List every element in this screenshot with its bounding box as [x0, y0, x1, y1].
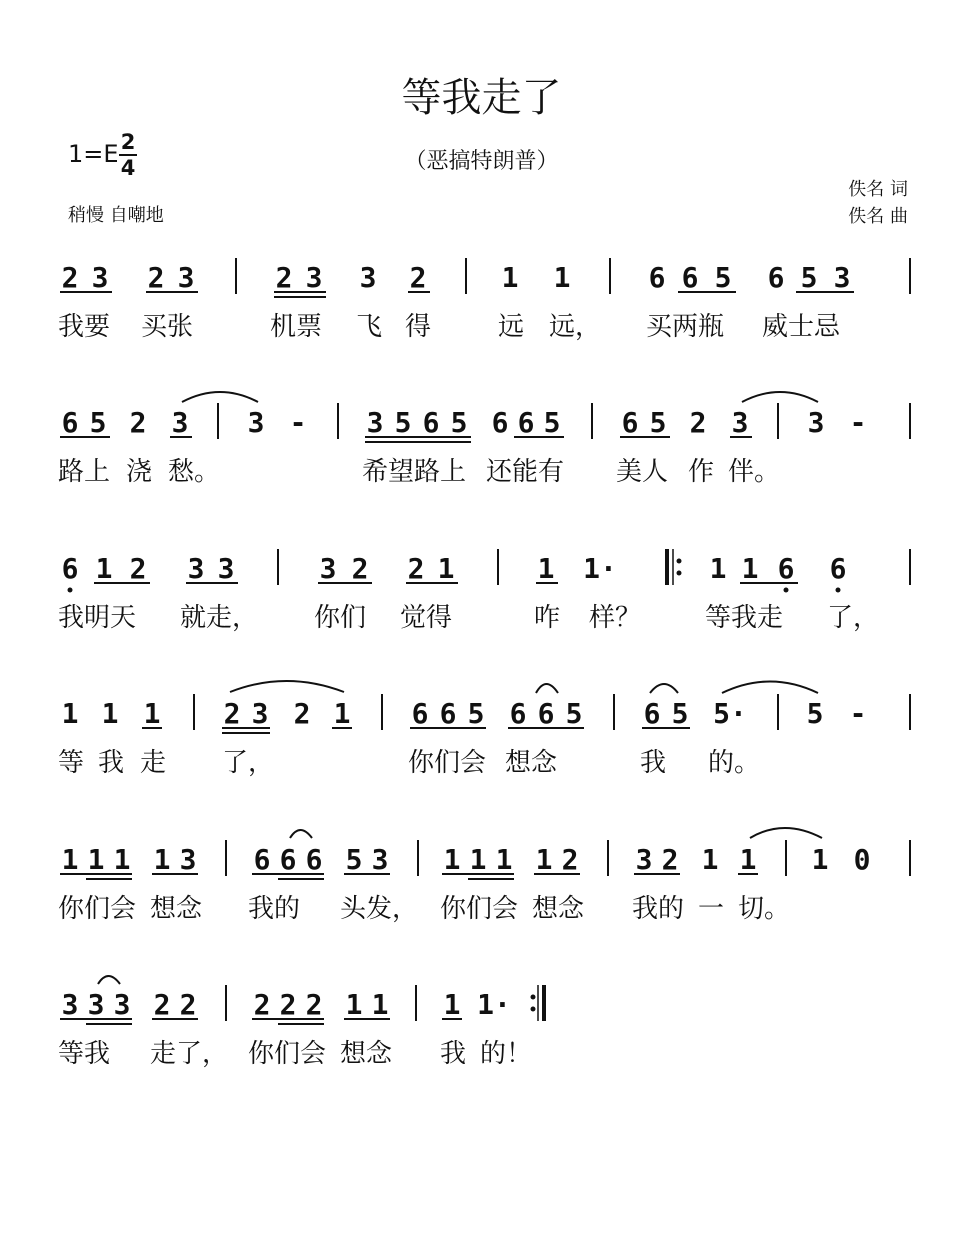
svg-text:2: 2: [275, 261, 293, 294]
lyric-word: 得: [405, 312, 432, 342]
lyric-word: 就走，: [180, 603, 259, 633]
lyric-word: 想念: [532, 894, 585, 924]
lyric-word: 你们会: [58, 894, 137, 924]
svg-text:6: 6: [767, 261, 785, 294]
lyrics-line-3: [0, 597, 963, 637]
lyric-word: 还能有: [486, 457, 565, 487]
svg-text:-: -: [849, 406, 867, 439]
svg-text:6: 6: [279, 843, 297, 876]
lyric-word: 等: [58, 748, 85, 778]
lyrics-line-1: [0, 306, 963, 346]
svg-text:6: 6: [305, 843, 323, 876]
svg-text:1: 1: [741, 552, 759, 585]
octave-dots-line-3: [68, 588, 841, 593]
svg-text:2: 2: [305, 988, 323, 1021]
lyric-word: 我: [440, 1039, 467, 1069]
svg-text:1: 1: [469, 843, 487, 876]
svg-text:5: 5: [89, 406, 107, 439]
svg-text:6: 6: [621, 406, 639, 439]
svg-text:1: 1: [143, 697, 161, 730]
svg-text:6: 6: [537, 697, 555, 730]
svg-text:1: 1: [61, 843, 79, 876]
lyric-word: 买张: [141, 312, 194, 342]
svg-text:6: 6: [681, 261, 699, 294]
svg-text:1: 1: [443, 988, 461, 1021]
staff-line-3: [62, 552, 847, 585]
lyric-word: 等我走: [705, 603, 784, 633]
lyric-word: 我的: [248, 894, 301, 924]
lyric-word: 路上: [58, 457, 111, 487]
lyric-word: 了，: [827, 603, 880, 633]
lyric-word: 你们会: [248, 1039, 327, 1069]
time-signature-top: 2: [120, 130, 136, 154]
lyric-word: 了，: [222, 748, 275, 778]
song-subtitle: （恶搞特朗普）: [404, 149, 559, 174]
svg-text:2: 2: [61, 261, 79, 294]
svg-text:1: 1: [535, 843, 553, 876]
svg-text:3: 3: [177, 261, 195, 294]
lyric-word: 伴。: [728, 457, 781, 487]
svg-text:6: 6: [777, 552, 795, 585]
svg-text:3: 3: [305, 261, 323, 294]
svg-text:2: 2: [561, 843, 579, 876]
staff-line-1: [62, 261, 851, 294]
svg-text:3: 3: [833, 261, 851, 294]
svg-text:1: 1: [153, 843, 171, 876]
svg-text:6: 6: [422, 406, 440, 439]
lyric-word: 的。: [708, 748, 761, 778]
svg-text:3: 3: [217, 552, 235, 585]
svg-text:2: 2: [409, 261, 427, 294]
svg-text:1·: 1·: [477, 988, 511, 1021]
lyric-word: 飞: [356, 312, 383, 342]
svg-text:3: 3: [319, 552, 337, 585]
svg-text:2: 2: [179, 988, 197, 1021]
svg-text:1: 1: [709, 552, 727, 585]
svg-text:2: 2: [661, 843, 679, 876]
svg-text:5: 5: [649, 406, 667, 439]
svg-text:5·: 5·: [713, 697, 747, 730]
svg-text:1: 1: [95, 552, 113, 585]
lyric-word: 一: [698, 894, 725, 924]
svg-text:3: 3: [113, 988, 131, 1021]
lyric-word: 的！: [480, 1039, 533, 1069]
svg-text:3: 3: [91, 261, 109, 294]
svg-text:2: 2: [689, 406, 707, 439]
svg-text:3: 3: [635, 843, 653, 876]
lyric-word: 我: [640, 748, 667, 778]
lyric-word: 愁。: [168, 457, 221, 487]
lyric-word: 远，: [549, 312, 602, 342]
lyrics-line-2: [0, 451, 963, 491]
svg-text:5: 5: [800, 261, 818, 294]
song-title: 等我走了: [401, 75, 562, 121]
svg-text:6: 6: [253, 843, 271, 876]
lyric-word: 美人: [616, 457, 669, 487]
lyric-word: 你们会: [440, 894, 519, 924]
svg-text:3: 3: [87, 988, 105, 1021]
svg-text:3: 3: [371, 843, 389, 876]
svg-text:5: 5: [543, 406, 561, 439]
lyric-word: 走了，: [150, 1039, 229, 1069]
svg-text:1: 1: [345, 988, 363, 1021]
svg-text:3: 3: [171, 406, 189, 439]
svg-text:6: 6: [517, 406, 535, 439]
svg-text:1: 1: [553, 261, 571, 294]
lyric-word: 作: [688, 457, 715, 487]
svg-text:2: 2: [279, 988, 297, 1021]
lyrics-line-6: [0, 1033, 963, 1073]
lyricist-credit: 佚名 词: [848, 179, 908, 200]
tempo-marking: 稍慢 自嘲地: [68, 205, 164, 226]
staff-line-2: [62, 406, 867, 439]
svg-text:2: 2: [129, 406, 147, 439]
svg-text:5: 5: [714, 261, 732, 294]
lyric-word: 想念: [340, 1039, 393, 1069]
svg-text:6: 6: [491, 406, 509, 439]
svg-text:1: 1: [701, 843, 719, 876]
svg-text:1: 1: [811, 843, 829, 876]
svg-text:5: 5: [345, 843, 363, 876]
lyric-word: 走: [140, 748, 167, 778]
svg-text:3: 3: [807, 406, 825, 439]
lyric-word: 切。: [738, 894, 791, 924]
lyric-word: 我: [98, 748, 125, 778]
svg-text:1·: 1·: [583, 552, 617, 585]
svg-text:3: 3: [187, 552, 205, 585]
svg-text:1: 1: [113, 843, 131, 876]
lyric-word: 你们会: [408, 748, 487, 778]
svg-text:-: -: [849, 697, 867, 730]
svg-text:1: 1: [443, 843, 461, 876]
svg-text:5: 5: [450, 406, 468, 439]
svg-text:2: 2: [407, 552, 425, 585]
svg-text:3: 3: [61, 988, 79, 1021]
lyrics-line-5: [0, 888, 963, 928]
svg-text:6: 6: [509, 697, 527, 730]
svg-text:3: 3: [179, 843, 197, 876]
svg-text:1: 1: [101, 697, 119, 730]
svg-text:0: 0: [853, 843, 871, 876]
svg-text:5: 5: [806, 697, 824, 730]
lyric-word: 希望路上: [362, 457, 467, 487]
lyric-word: 威士忌: [762, 312, 841, 342]
svg-text:5: 5: [394, 406, 412, 439]
svg-text:-: -: [289, 406, 307, 439]
svg-text:5: 5: [467, 697, 485, 730]
lyric-word: 我的: [632, 894, 685, 924]
lyric-word: 咋: [534, 603, 561, 633]
lyric-word: 买两瓶: [646, 312, 725, 342]
lyrics-line-4: [0, 742, 963, 782]
staff-line-5: [62, 843, 871, 876]
svg-text:1: 1: [87, 843, 105, 876]
lyric-word: 头发，: [340, 894, 419, 924]
lyric-word: 浇: [126, 457, 153, 487]
svg-text:1: 1: [537, 552, 555, 585]
lyric-word: 你们: [314, 603, 367, 633]
svg-text:1: 1: [501, 261, 519, 294]
svg-text:6: 6: [411, 697, 429, 730]
svg-text:3: 3: [359, 261, 377, 294]
underlines-line-1: [60, 292, 854, 297]
svg-text:3: 3: [247, 406, 265, 439]
svg-text:6: 6: [439, 697, 457, 730]
lyric-word: 等我: [58, 1039, 111, 1069]
svg-text:2: 2: [351, 552, 369, 585]
svg-text:6: 6: [643, 697, 661, 730]
lyric-word: 想念: [505, 748, 558, 778]
lyric-word: 我要: [58, 312, 111, 342]
staff-line-4: [62, 697, 867, 730]
lyric-word: 机票: [270, 312, 323, 342]
svg-text:3: 3: [251, 697, 269, 730]
svg-text:6: 6: [648, 261, 666, 294]
lyric-word: 远: [498, 312, 525, 342]
svg-text:2: 2: [293, 697, 311, 730]
lyric-word: 想念: [150, 894, 203, 924]
lyric-word: 觉得: [400, 603, 453, 633]
svg-text:2: 2: [223, 697, 241, 730]
composer-credit: 佚名 曲: [848, 206, 908, 227]
svg-text:2: 2: [147, 261, 165, 294]
svg-text:3: 3: [731, 406, 749, 439]
svg-text:1: 1: [739, 843, 757, 876]
svg-text:5: 5: [671, 697, 689, 730]
svg-text:1: 1: [495, 843, 513, 876]
svg-text:1: 1: [61, 697, 79, 730]
key-signature: 1=E: [68, 140, 119, 168]
lyric-word: 样？: [589, 603, 642, 633]
svg-text:2: 2: [129, 552, 147, 585]
svg-text:1: 1: [371, 988, 389, 1021]
svg-text:1: 1: [333, 697, 351, 730]
svg-text:2: 2: [253, 988, 271, 1021]
svg-text:5: 5: [565, 697, 583, 730]
lyric-word: 我明天: [58, 603, 137, 633]
svg-text:2: 2: [153, 988, 171, 1021]
time-signature-bottom: 4: [120, 156, 136, 180]
svg-text:6: 6: [829, 552, 847, 585]
staff-line-6: [62, 988, 511, 1021]
svg-text:6: 6: [61, 406, 79, 439]
svg-text:3: 3: [366, 406, 384, 439]
svg-text:6: 6: [61, 552, 79, 585]
svg-text:1: 1: [437, 552, 455, 585]
